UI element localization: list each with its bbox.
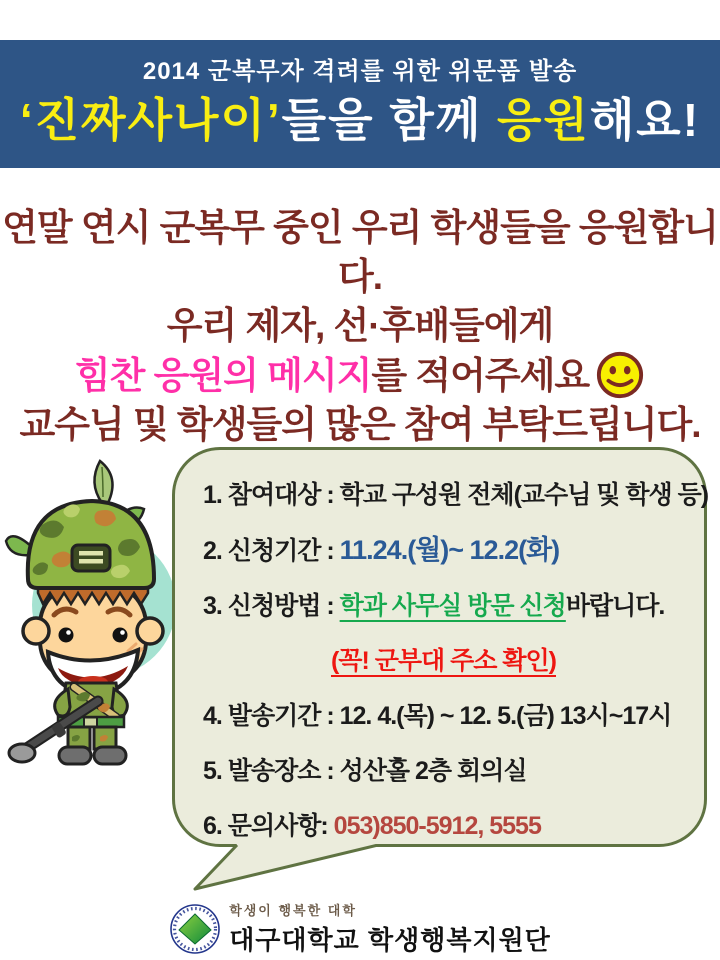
speech-bubble-tail <box>192 844 382 894</box>
notice-item-participants <box>203 480 709 511</box>
item-value: 학과 사무실 방문 신청 <box>339 592 566 620</box>
organization-name: 대구대학교 학생행복지원단 <box>229 925 551 955</box>
banner-subtitle: 2014 군복무자 격려를 위한 위문품 발송 <box>142 58 578 85</box>
item-value: (꼭! 군부대 주소 확인) <box>330 647 556 675</box>
notice-item-contact <box>203 811 684 842</box>
intro-paragraph <box>0 203 720 449</box>
item-value: 성산홀 2층 회의실 <box>339 757 527 785</box>
notice-item-shipping-period <box>203 701 684 732</box>
intro-line-1: 연말 연시 군복무 중인 우리 학생들을 응원합니다. <box>2 207 718 297</box>
footer-logo <box>0 900 720 957</box>
intro-line-3 <box>0 350 720 400</box>
cartoon-soldier-illustration <box>2 455 174 770</box>
item-value: 053)850-5912, 5555 <box>333 812 541 840</box>
banner-title-segment: 들을 함께 <box>281 94 497 146</box>
item-value: 12. 4.(목) ~ 12. 5.(금) 13시~17시 <box>339 702 672 730</box>
notice-box <box>172 447 707 847</box>
banner-title <box>0 92 720 148</box>
notice-item-application-period <box>203 535 684 567</box>
banner-title-segment: 응원 <box>496 94 590 146</box>
notice-item-shipping-place <box>203 756 684 787</box>
university-tagline: 학생이 행복한 대학 <box>229 903 357 918</box>
item-suffix: 바랍니다. <box>565 592 665 620</box>
item-label: 2. 신청기간 : <box>203 537 340 565</box>
item-label: 4. 발송기간 : <box>203 702 340 730</box>
item-label: 5. 발송장소 : <box>203 757 340 785</box>
item-value: 11.24.(월)~ 12.2(화) <box>339 535 560 565</box>
banner-title-segment: ‘진짜사나이’ <box>19 94 282 146</box>
item-label: 1. 참여대상 : <box>203 481 340 509</box>
item-label: 6. 문의사항: <box>203 812 334 840</box>
smiley-face-icon <box>595 350 645 400</box>
notice-item-how-to-apply <box>203 591 684 622</box>
notice-item-address-warning <box>203 646 684 677</box>
footer-text <box>229 900 551 957</box>
banner <box>0 40 720 168</box>
intro-line-3-rest: 를 적어주세요 <box>371 355 590 396</box>
intro-line-4: 교수님 및 학생들의 많은 참여 부탁드립니다. <box>19 404 701 445</box>
item-value: 학교 구성원 전체(교수님 및 학생 등) <box>339 481 709 509</box>
intro-highlight: 힘찬 응원의 메시지 <box>74 355 372 396</box>
daegu-university-seal-icon <box>169 903 221 955</box>
item-label: 3. 신청방법 : <box>203 592 340 620</box>
intro-line-2: 우리 제자, 선·후배들에게 <box>166 305 554 346</box>
banner-title-segment: 해요! <box>589 94 701 146</box>
